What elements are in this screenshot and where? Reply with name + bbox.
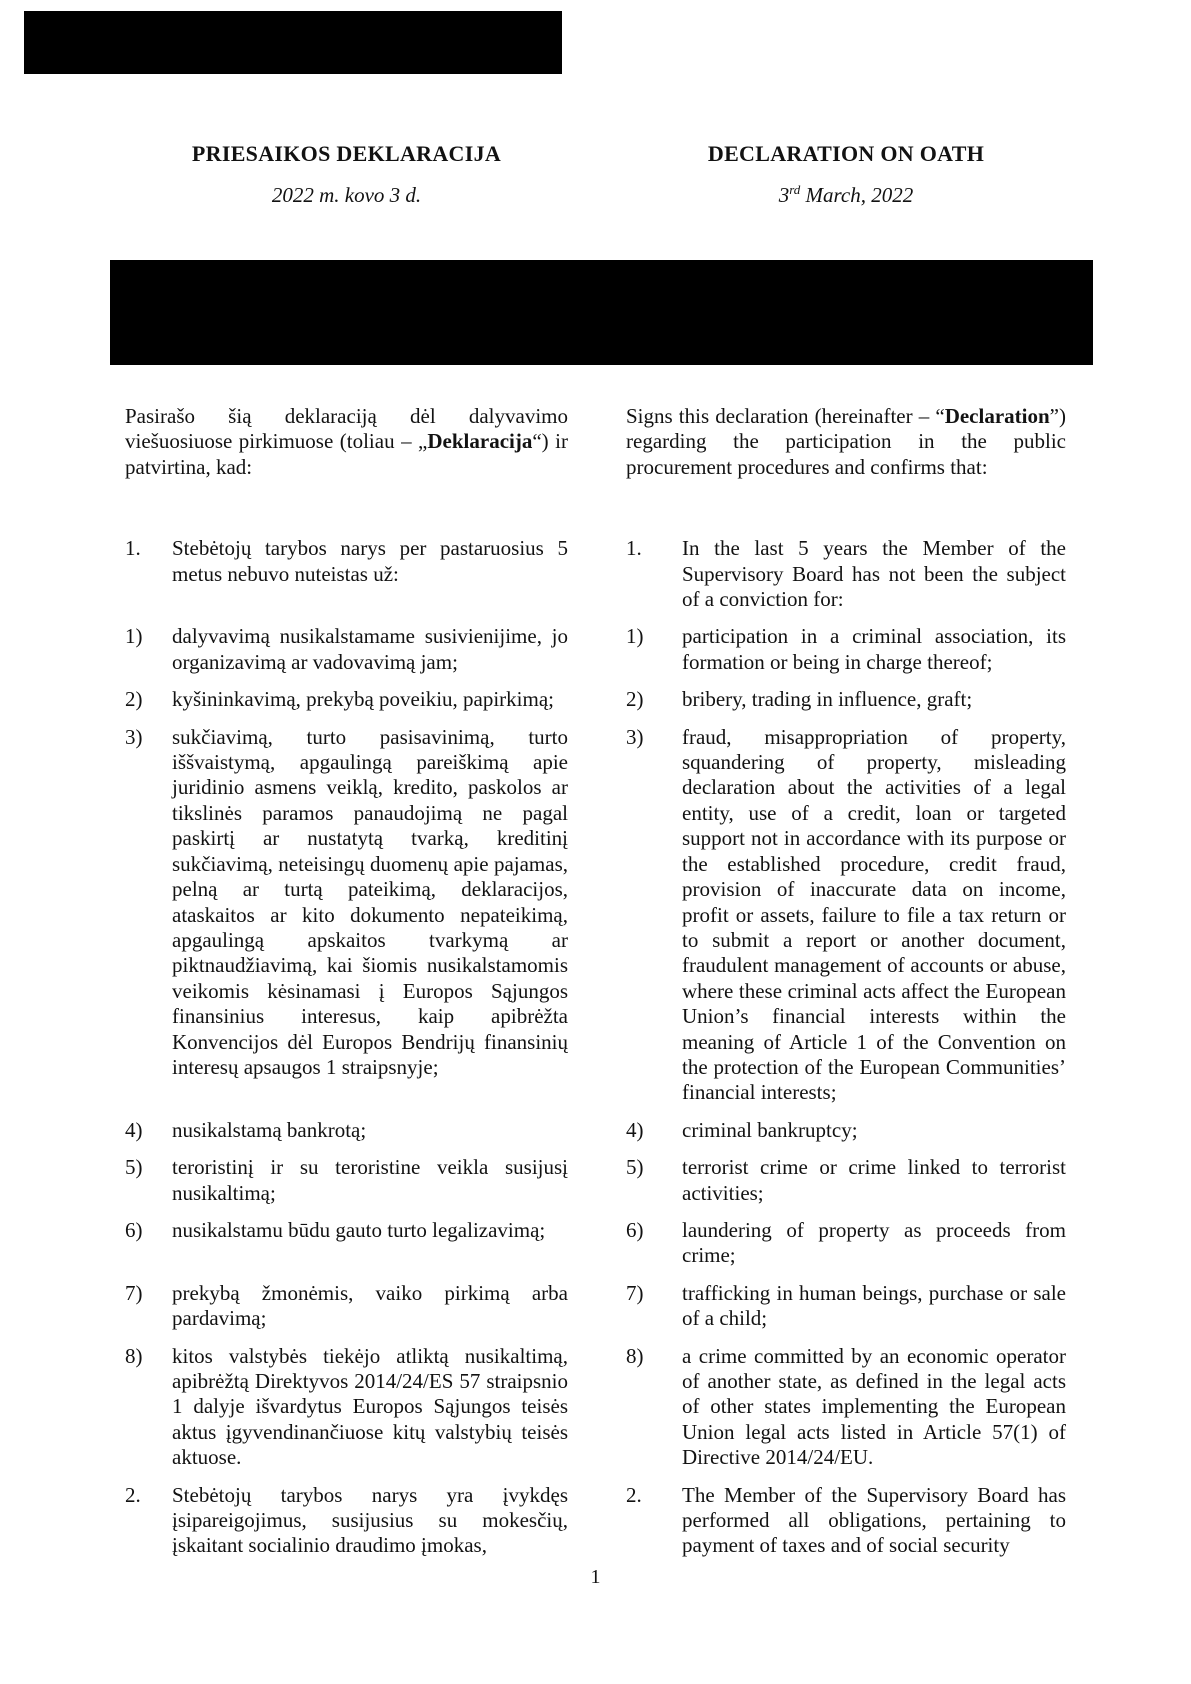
item-number: 3) — [125, 724, 143, 749]
item-number: 8) — [626, 1343, 644, 1368]
declaration-item-row — [125, 725, 1066, 1106]
item-en-cell — [626, 1155, 1066, 1206]
item-text-lt: Stebėtojų tarybos narys per pastaruosius 5 metus nebuvo nuteistas už: — [172, 536, 568, 586]
item-en-cell — [626, 1218, 1066, 1269]
item-text-lt: nusikalstamą bankrotą; — [172, 1117, 367, 1142]
declaration-item-row — [125, 624, 1066, 675]
item-number: 8) — [125, 1343, 143, 1368]
item-en-cell — [626, 1483, 1066, 1559]
item-number: 2. — [626, 1482, 642, 1507]
redaction-box-main — [110, 260, 1093, 365]
declaration-item-row — [125, 1344, 1066, 1471]
item-lt-cell — [125, 725, 568, 1106]
item-lt-cell — [125, 536, 568, 612]
document-body — [125, 404, 1066, 1559]
item-text-en: participation in a criminal association, its formation or being in charge thereof; — [682, 624, 1066, 674]
declaration-item-row — [125, 1218, 1066, 1269]
header-en — [626, 141, 1066, 208]
item-text-en: a crime committed by an economic operator of another state, as defined in the legal acts of other states implementing the European Union legal acts listed in Article 57(1) of Directive 2014/24/EU. — [682, 1343, 1066, 1470]
item-text-en: The Member of the Supervisory Board has performed all obligations, pertaining to payment of taxes and of social security — [682, 1482, 1066, 1558]
item-en-cell — [626, 1118, 1066, 1143]
item-text-en: bribery, trading in influence, graft; — [682, 687, 973, 712]
header-lt — [125, 141, 568, 208]
item-lt-cell — [125, 1344, 568, 1471]
item-lt-cell — [125, 687, 568, 712]
item-lt-cell — [125, 1281, 568, 1332]
item-lt-cell — [125, 1155, 568, 1206]
item-number: 7) — [125, 1280, 143, 1305]
item-number: 6) — [626, 1217, 644, 1242]
item-text-en: terrorist crime or crime linked to terrorist activities; — [682, 1155, 1066, 1205]
item-lt-cell — [125, 1118, 568, 1143]
item-number: 4) — [125, 1117, 143, 1142]
intro-row — [125, 404, 1066, 480]
item-text-en: laundering of property as proceeds from crime; — [682, 1217, 1066, 1268]
item-en-cell — [626, 536, 1066, 612]
date-en-ordinal: rd — [789, 182, 801, 197]
item-lt-cell — [125, 1483, 568, 1559]
item-text-lt: teroristinį ir su teroristine veikla susijusį nusikaltimą; — [172, 1155, 568, 1205]
intro-en-bold: Declaration — [944, 404, 1050, 428]
item-text-en: criminal bankruptcy; — [682, 1117, 858, 1142]
item-text-lt: sukčiavimą, turto pasisavinimą, turto iššvaistymą, apgaulingą pareiškimą apie juridinio asmens veiklą, kredito, paskolos ar tikslinės paramos panaudojimą ne pagal paskirtį ar nustatytą tvarką, kreditinį sukčiavimą, neteisingų duomenų apie pajamas, pelną ar turtą pateikimą, deklaracijos, ataskaitos ar kito dokumento nepateikimą, apgaulingą apskaitos tvarkymą ar piktnaudžiavimą, kai šiomis nusikalstamomis veikomis kėsinamasi į Europos Sąjungos finansinius interesus, kaip apibrėžta Konvencijos dėl Europos Bendrijų finansinių interesų apsaugos 1 straipsnyje; — [172, 724, 568, 1079]
item-lt-cell — [125, 1218, 568, 1269]
item-number: 1. — [125, 536, 141, 561]
intro-lt-cell — [125, 404, 568, 480]
date-en — [626, 183, 1066, 208]
item-en-cell — [626, 687, 1066, 712]
item-text-lt: kyšininkavimą, prekybą poveikiu, papirkimą; — [172, 687, 554, 712]
item-number: 3) — [626, 724, 644, 749]
item-en-cell — [626, 1281, 1066, 1332]
date-en-day: 3 — [778, 183, 790, 207]
item-number: 1) — [626, 624, 644, 649]
item-number: 2. — [125, 1482, 141, 1507]
item-text-en: trafficking in human beings, purchase or sale of a child; — [682, 1280, 1066, 1331]
item-text-lt: kitos valstybės tiekėjo atliktą nusikaltimą, apibrėžtą Direktyvos 2014/24/ES 57 straipsnio 1 dalyje išvardytus Europos Sąjungos teisės aktus įgyvendinančiuose kitų valstybių teisės aktuose. — [172, 1343, 568, 1470]
item-number: 5) — [125, 1155, 143, 1180]
declaration-item-row — [125, 1118, 1066, 1143]
declaration-item-row — [125, 1281, 1066, 1332]
date-en-rest: March, 2022 — [800, 183, 914, 207]
title-lt: PRIESAIKOS DEKLARACIJA — [191, 141, 502, 166]
page-number: 1 — [590, 1566, 601, 1588]
item-text-en: fraud, misappropriation of property, squandering of property, misleading declaration about the activities of a legal entity, use of a credit, loan or targeted support not in accordance with its purpose or the established procedure, credit fraud, provision of inaccurate data on income, profit or assets, failure to file a tax return or to submit a report or another document, fraudulent management of accounts or abuse, where these criminal acts affect the European Union’s financial interests within the meaning of Article 1 of the Convention on the protection of the European Communities’ financial interests; — [682, 724, 1066, 1105]
intro-lt — [125, 404, 568, 480]
item-number: 6) — [125, 1217, 143, 1242]
item-number: 5) — [626, 1155, 644, 1180]
item-text-lt: prekybą žmonėmis, vaiko pirkimą arba pardavimą; — [172, 1280, 568, 1331]
item-number: 1) — [125, 624, 143, 649]
intro-en-pre: Signs this declaration (hereinafter – “ — [626, 404, 945, 428]
item-text-lt: Stebėtojų tarybos narys yra įvykdęs įsipareigojimus, susijusius su mokesčių, įskaitant socialinio draudimo įmokas, — [172, 1482, 568, 1558]
intro-en-post: ”) regarding the participation in the public procurement procedures and confirms that: — [626, 404, 1066, 479]
intro-lt-bold: Deklaracija — [427, 429, 533, 454]
redaction-box-top — [24, 11, 562, 74]
item-lt-cell — [125, 624, 568, 675]
intro-en-cell — [626, 404, 1066, 480]
item-text-en: In the last 5 years the Member of the Supervisory Board has not been the subject of a conviction for: — [682, 536, 1066, 612]
item-text-lt: dalyvavimą nusikalstamame susivienijime, jo organizavimą ar vadovavimą jam; — [172, 624, 568, 674]
declaration-item-row — [125, 1155, 1066, 1206]
item-en-cell — [626, 624, 1066, 675]
intro-en — [626, 404, 1066, 480]
date-lt: 2022 m. kovo 3 d. — [271, 183, 422, 207]
item-number: 1. — [626, 536, 642, 561]
intro-lt-pre: Pasirašo šią deklaraciją dėl dalyvavimo viešuosiuose pirkimuose (toliau – „ — [125, 404, 568, 454]
declaration-item-row — [125, 536, 1066, 612]
declaration-item-row — [125, 687, 1066, 712]
item-number: 2) — [125, 687, 143, 712]
intro-lt-post: “) ir patvirtina, kad: — [125, 429, 568, 479]
item-en-cell — [626, 725, 1066, 1106]
item-number: 7) — [626, 1280, 644, 1305]
item-number: 2) — [626, 687, 644, 712]
item-en-cell — [626, 1344, 1066, 1471]
document-header — [125, 141, 1066, 208]
declaration-item-row — [125, 1483, 1066, 1559]
item-text-lt: nusikalstamu būdu gauto turto legalizavimą; — [172, 1217, 546, 1242]
title-en: DECLARATION ON OATH — [707, 141, 985, 166]
item-number: 4) — [626, 1117, 644, 1142]
